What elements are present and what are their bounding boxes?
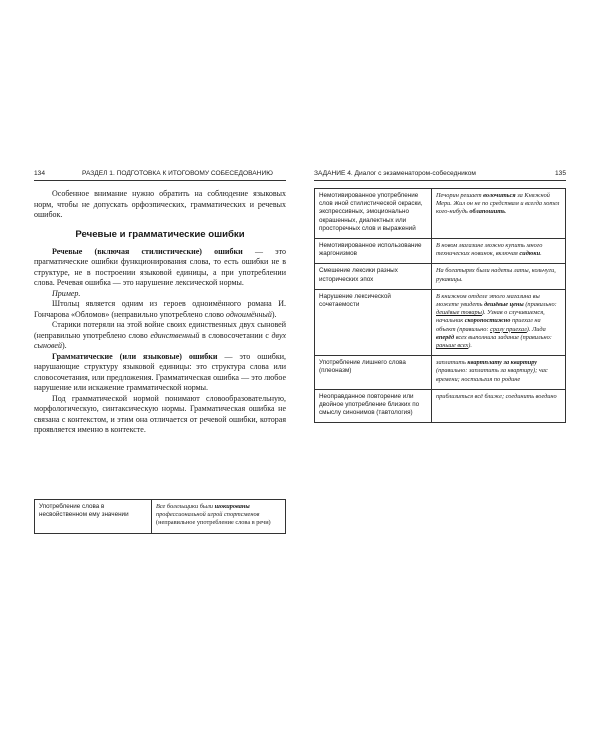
error-example-cell [432, 289, 566, 355]
example-part: В новом магазине можно купить много технических новинок, включая [436, 242, 543, 258]
example-2-word-1: единственный [150, 330, 200, 340]
right-error-table [314, 188, 566, 423]
example-2-word-2: двух сыновей [34, 330, 287, 350]
section-heading: Речевые и грамматические ошибки [75, 228, 245, 240]
example-highlight: сидюки [519, 250, 541, 258]
table-row [315, 289, 566, 355]
example-part: ). Лида [526, 325, 546, 333]
example-label: Пример. [52, 288, 81, 298]
example-part: ). [468, 342, 472, 350]
example-part: за Княжной Мери. Жил он не по средствам и всегда хотел кого-нибудь [436, 192, 560, 216]
example-2 [34, 320, 286, 352]
grammar-norm-paragraph: Под грамматической нормой понимают словообразовательную, морфологическую, синтаксическую нормы. Грамматическая ошибка не связана с контекстом, и этим она отличается от речевой ошибки, которая проявляется именно в контексте. [34, 393, 286, 434]
example-part: приехал на объект (правильно: [436, 317, 541, 333]
speech-errors-paragraph [34, 247, 286, 289]
error-example-cell [432, 189, 566, 239]
speech-errors-term: Речевые (включая стилистические) ошибки [52, 246, 243, 256]
example-highlight: вперёд [436, 333, 455, 341]
table-row [315, 264, 566, 289]
example-highlight: квартплату за квартиру [467, 359, 538, 367]
left-error-table [34, 499, 286, 534]
example-part: На богатырях были надеты латы, кольчуги, рукавицы. [436, 267, 556, 283]
example-part: Печорин решает [436, 192, 484, 199]
grammar-errors-paragraph [34, 352, 286, 394]
error-type-cell: Немотивированное употребление слов иной стилистической окраски, экспрессивных, эмоционально окрашенных, диалектных или просторечных слов и выражений [315, 189, 432, 239]
right-page [300, 0, 600, 750]
error-example-cell [432, 389, 566, 423]
example-highlight: волочиться [483, 192, 516, 199]
right-running-header [314, 167, 566, 181]
error-example-cell [152, 500, 286, 534]
table-row [315, 389, 566, 423]
left-page-number: 134 [34, 170, 46, 177]
grammar-errors-definition: — это ошибки, нарушающие структуру языковой единицы: это структура слова или словосочетания, или предложения. Грамматическая ошибка — это любое нарушение или искажение грамматической нормы. [34, 351, 286, 392]
example-1-end: ). [271, 309, 277, 319]
table-row [315, 356, 566, 390]
error-type-cell: Неоправданное повторение или двойное употребление близких по смыслу синонимов (тавтология) [315, 389, 432, 423]
left-header-title: РАЗДЕЛ 1. ПОДГОТОВКА К ИТОГОВОМУ СОБЕСЕДОВАНИЮ [82, 170, 273, 177]
example-part: заплатить [436, 359, 468, 367]
table-row [35, 500, 286, 534]
error-type-cell: Нарушение лексической сочетаемости [315, 289, 432, 355]
table-row [315, 239, 566, 264]
error-example-cell [432, 264, 566, 289]
example-part: . [505, 208, 507, 216]
right-header-title: ЗАДАНИЕ 4. Диалог с экзаменатором-собеседником [314, 170, 476, 177]
example-correction: дешёвые товары [436, 309, 482, 317]
example-part: всех выполнила задание (правильно: [454, 333, 552, 341]
example-highlight: облапошить [469, 208, 506, 216]
example-highlight: шокированы [214, 503, 250, 510]
example-2-mid: в словосочетании с [199, 330, 272, 340]
right-page-number: 135 [554, 170, 566, 177]
example-part: В книжном отделе этого магазина вы можете увидеть [436, 292, 540, 309]
example-part: (правильно: [523, 301, 557, 309]
example-highlight: дешёвые цены [484, 301, 524, 309]
error-type-cell: Употребление слова в несвойственном ему значении [35, 500, 152, 534]
speech-errors-definition: — это прагматические ошибки функционирования слова, то есть ошибки не в структуре, не в построении языковой единицы, а при употреблении слова. Речевая ошибка — это нарушение лексической нормы. [34, 246, 287, 287]
error-example-cell [432, 239, 566, 264]
example-note: (неправильное употребление слова в речи) [156, 519, 271, 527]
example-1-word: одноимённый [225, 309, 272, 319]
left-running-header [34, 167, 286, 181]
example-part: приблизиться всё ближе; соединить воедино [436, 392, 557, 400]
intro-paragraph: Особенное внимание нужно обратить на соблюдение языковых норм, чтобы не допускать орфоэпических, грамматических и речевых ошибок. [34, 189, 286, 219]
example-part: профессиональной игрой спортсменов [156, 511, 260, 519]
example-part: (правильно: заплатить за квартиру); час времени; ностальгия по родине [436, 367, 548, 383]
example-part: ). Узнав о случившемся, начальник [436, 309, 545, 325]
example-correction: сразу приехал [490, 325, 527, 333]
error-type-cell: Употребление лишнего слова (плеоназм) [315, 356, 432, 390]
example-part: . [540, 250, 542, 258]
error-type-cell: Немотивированное использование жаргонизмов [315, 239, 432, 264]
example-correction: раньше всех [436, 342, 469, 350]
table-row [315, 189, 566, 239]
example-1-text: Штольц является одним из героев одноимённого романа И. Гончарова «Обломов» (неправильно употреблено слово [34, 299, 286, 319]
grammar-errors-term: Грамматические (или языковые) ошибки [52, 351, 218, 361]
example-2-text: Старики потеряли на этой войне своих единственных двух сыновей (неправильно употреблено слово [34, 320, 286, 340]
example-part: Все болельщики были [156, 503, 215, 510]
left-body-text [34, 189, 286, 436]
example-1 [34, 299, 286, 320]
error-example-cell [432, 356, 566, 390]
example-2-end: ). [61, 341, 67, 350]
example-highlight: скоропостижно [464, 317, 511, 325]
error-type-cell: Смешение лексики разных исторических эпох [315, 264, 432, 289]
